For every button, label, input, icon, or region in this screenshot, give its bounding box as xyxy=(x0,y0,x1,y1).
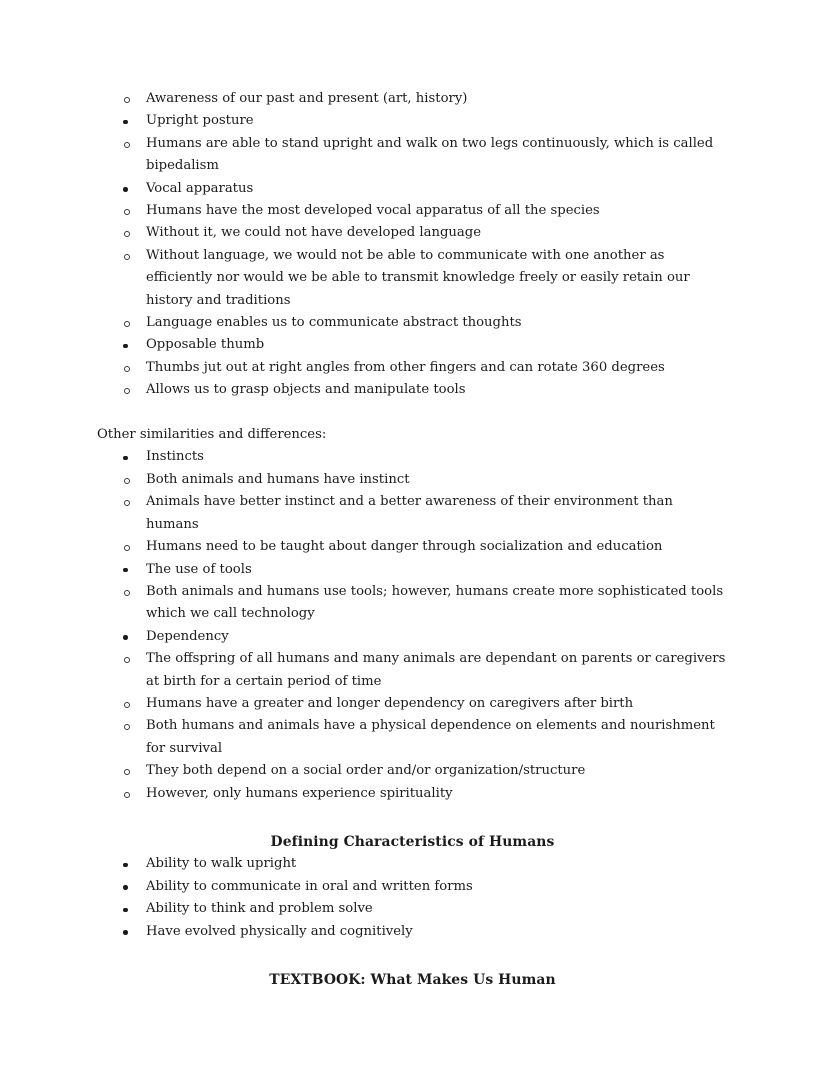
list-item-level1 xyxy=(97,626,728,805)
disc-bullet-icon xyxy=(123,187,128,192)
list-item-row xyxy=(146,312,728,334)
disc-bullet-icon xyxy=(123,120,128,125)
circle-bullet-icon xyxy=(124,366,130,372)
list-item-row xyxy=(97,178,728,200)
circle-bullet-icon xyxy=(124,545,130,551)
document-body xyxy=(97,88,728,991)
list-item-label: Without language, we would not be able to communicate with one another as efficiently nor would we be able to transmit knowledge freely or easily retain our history and traditions xyxy=(146,247,690,308)
list-item-level2 xyxy=(146,536,728,558)
list-item-row xyxy=(146,222,728,244)
list-item-row xyxy=(146,715,728,760)
list-item-level2 xyxy=(146,312,728,334)
list-item-level2 xyxy=(146,715,728,760)
top-outline-list xyxy=(97,88,728,402)
list-item-row xyxy=(97,853,728,875)
list-item-label: Both humans and animals have a physical dependence on elements and nourishment for survival xyxy=(146,718,715,756)
list-item-level2 xyxy=(146,469,728,491)
list-item-level1 xyxy=(97,334,728,401)
list-item-label: Without it, we could not have developed language xyxy=(146,225,481,241)
list-item-label: Animals have better instinct and a better awareness of their environment than humans xyxy=(146,494,673,532)
list-item-row xyxy=(97,626,728,648)
list-item-row xyxy=(146,379,728,401)
defining-heading-spacer xyxy=(97,805,728,831)
list-item-label: Dependency xyxy=(146,628,229,644)
list-item-level1 xyxy=(97,559,728,626)
nested-list xyxy=(146,88,728,110)
list-item-label: Humans have the most developed vocal apparatus of all the species xyxy=(146,203,600,219)
disc-bullet-icon xyxy=(123,344,128,349)
circle-bullet-icon xyxy=(124,388,130,394)
list-item-row xyxy=(146,88,728,110)
list-item-label: Opposable thumb xyxy=(146,337,265,353)
list-item-row xyxy=(146,783,728,805)
circle-bullet-icon xyxy=(124,321,130,327)
list-item-level2 xyxy=(146,648,728,693)
list-item-level2 xyxy=(146,693,728,715)
circle-bullet-icon xyxy=(124,478,130,484)
list-item-label: Both animals and humans have instinct xyxy=(146,471,410,487)
list-item-row xyxy=(97,446,728,468)
list-item-label: Both animals and humans use tools; however, humans create more sophisticated tools which we call technology xyxy=(146,583,724,622)
list-item-row xyxy=(97,334,728,356)
list-item-level1 xyxy=(97,876,728,898)
list-item-label: Ability to walk upright xyxy=(146,856,297,872)
other-similarities-list xyxy=(97,446,728,805)
list-item-level2 xyxy=(146,245,728,312)
list-item-level2 xyxy=(146,581,728,626)
list-item-row xyxy=(97,110,728,132)
circle-bullet-icon xyxy=(124,500,130,506)
circle-bullet-icon xyxy=(124,792,130,798)
list-item-label: Humans have a greater and longer dependency on caregivers after birth xyxy=(146,695,634,711)
circle-bullet-icon xyxy=(124,209,130,215)
circle-bullet-icon xyxy=(124,231,130,237)
circle-bullet-icon xyxy=(124,769,130,775)
circle-bullet-icon xyxy=(124,657,130,663)
list-item-row xyxy=(97,921,728,943)
disc-bullet-icon xyxy=(123,568,128,573)
list-item-row xyxy=(146,245,728,312)
list-item-level1 xyxy=(97,446,728,558)
nested-list xyxy=(146,200,728,334)
list-item-level2 xyxy=(146,783,728,805)
list-item-row xyxy=(146,760,728,782)
textbook-heading: TEXTBOOK: What Makes Us Human xyxy=(269,972,556,989)
list-item-row xyxy=(146,133,728,178)
circle-bullet-icon xyxy=(124,97,130,103)
list-item-label: Ability to think and problem solve xyxy=(146,901,373,917)
circle-bullet-icon xyxy=(124,142,130,148)
list-item-row xyxy=(146,491,728,536)
disc-bullet-icon xyxy=(123,908,128,913)
disc-bullet-icon xyxy=(123,885,128,890)
list-item-row xyxy=(146,200,728,222)
list-item-row xyxy=(97,898,728,920)
list-item-label: Have evolved physically and cognitively xyxy=(146,923,413,939)
list-item-label: The offspring of all humans and many animals are dependant on parents or caregivers at birth for a certain period of time xyxy=(146,651,726,689)
disc-bullet-icon xyxy=(123,863,128,868)
disc-bullet-icon xyxy=(123,930,128,935)
section-spacer xyxy=(97,402,728,424)
list-item-level1 xyxy=(97,110,728,177)
list-item-label: The use of tools xyxy=(146,561,252,577)
textbook-heading-spacer xyxy=(97,943,728,969)
list-item-level2 xyxy=(146,379,728,401)
list-item-label: Vocal apparatus xyxy=(146,180,254,196)
list-item-row xyxy=(97,559,728,581)
nested-list xyxy=(146,469,728,559)
nested-list xyxy=(146,133,728,178)
list-item-level1 xyxy=(97,178,728,335)
list-item-label: Humans are able to stand upright and walk on two legs continuously, which is called bipedalism xyxy=(146,135,714,174)
list-item-label: Instincts xyxy=(146,449,204,465)
list-item-level1 xyxy=(97,921,728,943)
other-similarities-heading: Other similarities and differences: xyxy=(97,427,327,443)
list-item-label: Upright posture xyxy=(146,113,254,129)
disc-bullet-icon xyxy=(123,635,128,640)
list-item-level2 xyxy=(146,760,728,782)
defining-characteristics-heading: Defining Characteristics of Humans xyxy=(270,833,555,850)
list-item-level2 xyxy=(146,491,728,536)
nested-list xyxy=(146,648,728,805)
list-item-row xyxy=(146,648,728,693)
list-item-label: Ability to communicate in oral and written forms xyxy=(146,878,473,894)
list-item-label: However, only humans experience spirituality xyxy=(146,785,453,801)
list-item-row xyxy=(97,876,728,898)
list-item-level2 xyxy=(146,133,728,178)
list-item-level2 xyxy=(146,200,728,222)
defining-characteristics-list xyxy=(97,853,728,943)
list-item-label: Thumbs jut out at right angles from other fingers and can rotate 360 degrees xyxy=(146,359,665,375)
circle-bullet-icon xyxy=(124,724,130,730)
list-item-level1 xyxy=(97,853,728,875)
list-item-level2 xyxy=(146,222,728,244)
list-item-row xyxy=(146,469,728,491)
circle-bullet-icon xyxy=(124,702,130,708)
circle-bullet-icon xyxy=(124,254,130,260)
list-item-row xyxy=(146,357,728,379)
list-item-level2 xyxy=(146,357,728,379)
list-item-row xyxy=(146,581,728,626)
list-item-row xyxy=(146,693,728,715)
nested-list xyxy=(146,581,728,626)
circle-bullet-icon xyxy=(124,590,130,596)
list-item-label: They both depend on a social order and/or organization/structure xyxy=(146,763,586,779)
list-item-label: Allows us to grasp objects and manipulate tools xyxy=(146,382,466,398)
list-item-label: Awareness of our past and present (art, history) xyxy=(146,91,468,106)
list-item-level1 xyxy=(97,898,728,920)
nested-list xyxy=(146,357,728,402)
disc-bullet-icon xyxy=(123,456,128,461)
list-item-row xyxy=(146,536,728,558)
list-item-label: Humans need to be taught about danger through socialization and education xyxy=(146,539,663,555)
list-item-label: Language enables us to communicate abstract thoughts xyxy=(146,315,522,331)
list-item-level2 xyxy=(146,88,728,110)
